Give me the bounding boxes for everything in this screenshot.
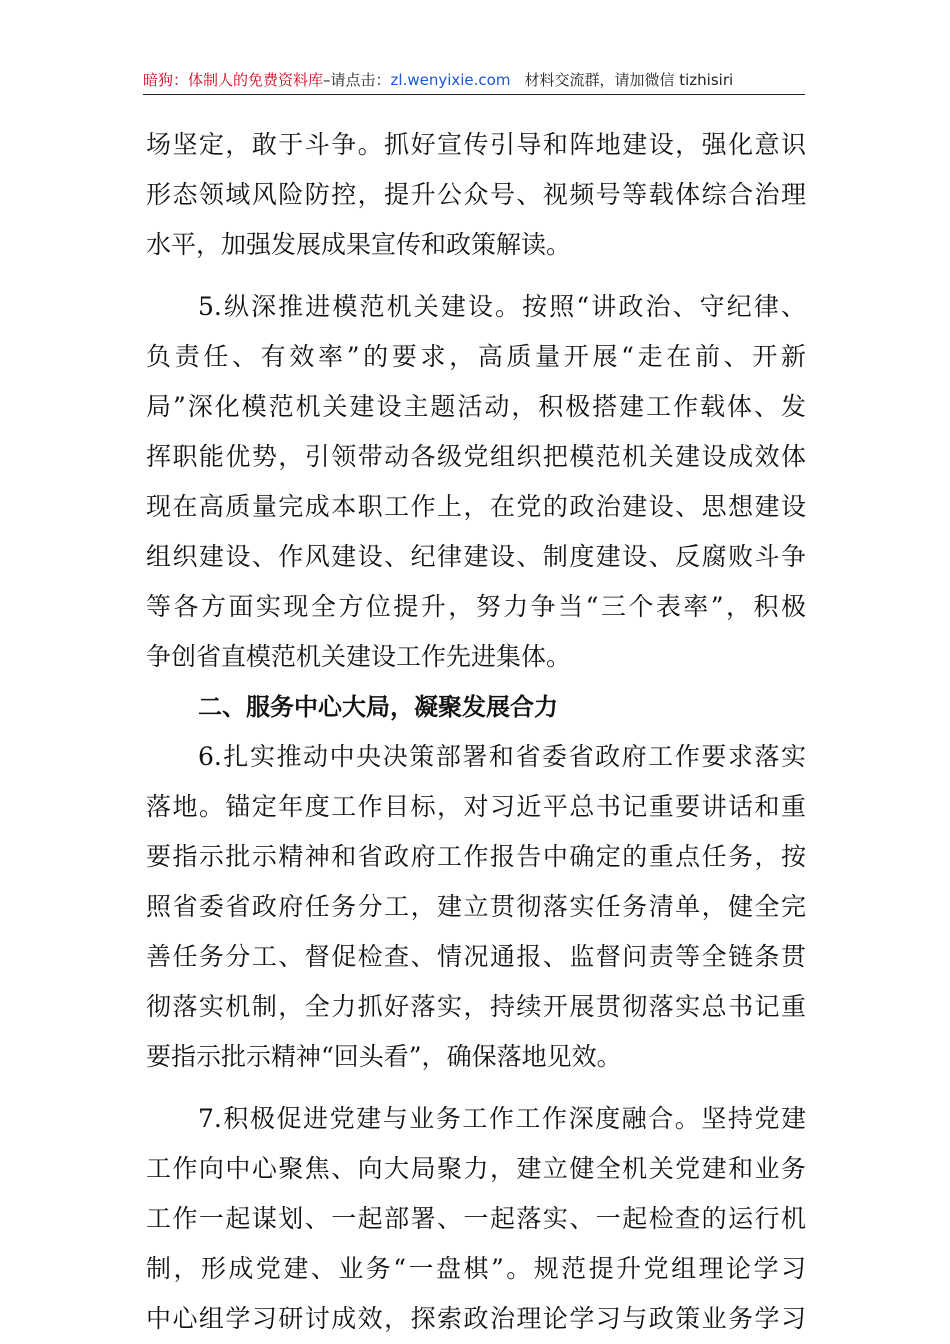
header-prompt: –请点击： (323, 71, 391, 89)
text-line: 要指示批示精神“回头看”，确保落地见效。 (146, 1042, 622, 1071)
text-line: 彻落实机制，全力抓好落实，持续开展贯彻落实总书记重 (146, 992, 806, 1021)
paragraph-continuation (146, 120, 806, 270)
text-line: 工作一起谋划、一起部署、一起落实、一起检查的运行机 (146, 1204, 806, 1233)
text-line: 局”深化模范机关建设主题活动，积极搭建工作载体、发 (146, 392, 806, 421)
text-line: 负责任、有效率”的要求，高质量开展“走在前、开新 (146, 342, 806, 371)
text-line: 形态领域风险防控，提升公众号、视频号等载体综合治理 (146, 180, 806, 209)
text-line: 中心组学习研讨成效，探索政治理论学习与政策业务学习 (146, 1304, 806, 1333)
page-header (143, 66, 805, 95)
text-line: 现在高质量完成本职工作上，在党的政治建设、思想建设 (146, 492, 806, 521)
text-line: 落地。锚定年度工作目标，对习近平总书记重要讲话和重 (146, 792, 806, 821)
text-line: 6.扎实推动中央决策部署和省委省政府工作要求落实 (198, 742, 806, 771)
header-group-note: 材料交流群，请加微信 tizhisiri (524, 71, 734, 89)
text-line: 工作向中心聚焦、向大局聚力，建立健全机关党建和业务 (146, 1154, 806, 1183)
text-line: 挥职能优势，引领带动各级党组织把模范机关建设成效体 (146, 442, 806, 471)
header-url-link[interactable]: zl.wenyixie.com (390, 71, 511, 89)
header-brand-link[interactable]: 暗狗：体制人的免费资料库 (143, 71, 324, 89)
text-line: 争创省直模范机关建设工作先进集体。 (146, 642, 572, 671)
text-line: 7.积极促进党建与业务工作工作深度融合。坚持党建 (198, 1104, 806, 1133)
paragraph-item-6 (146, 732, 806, 1082)
text-line: 制，形成党建、业务“一盘棋”。规范提升党组理论学习 (146, 1254, 806, 1283)
paragraph-item-7 (146, 1094, 806, 1344)
text-line: 组织建设、作风建设、纪律建设、制度建设、反腐败斗争 (146, 542, 806, 571)
text-line: 要指示批示精神和省政府工作报告中确定的重点任务，按 (146, 842, 806, 871)
text-line: 善任务分工、督促检查、情况通报、监督问责等全链条贯 (146, 942, 806, 971)
text-line: 等各方面实现全方位提升，努力争当“三个表率”，积极 (146, 592, 806, 621)
section-heading: 二、服务中心大局，凝聚发展合力 (198, 693, 558, 721)
text-line: 照省委省政府任务分工，建立贯彻落实任务清单，健全完 (146, 892, 806, 921)
paragraph-item-5 (146, 282, 806, 682)
document-body (146, 120, 806, 1344)
text-line: 水平，加强发展成果宣传和政策解读。 (146, 230, 572, 259)
text-line: 场坚定，敢于斗争。抓好宣传引导和阵地建设，强化意识 (146, 130, 806, 159)
text-line: 5.纵深推进模范机关建设。按照“讲政治、守纪律、 (198, 292, 806, 321)
